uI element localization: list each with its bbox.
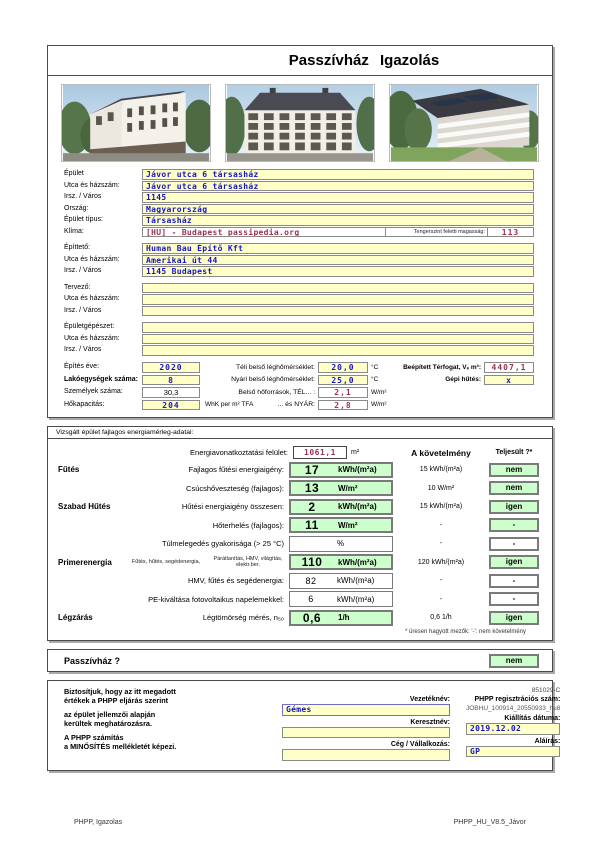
summer-temp-field[interactable]: 25,0 (318, 375, 368, 386)
empty-cell (484, 400, 534, 411)
energy-group-label: Fűtés (58, 465, 80, 474)
hvac-street-field[interactable] (142, 334, 534, 345)
stat-mid-unit: °C (371, 363, 379, 371)
energy-desc: Csúcshőveszteség (fajlagos): (186, 483, 284, 493)
energy-met-box: igen (489, 611, 539, 625)
energy-section-header: Vizsgált épület fajlagos energiamérleg-adatai: (48, 427, 552, 439)
stat-mid-label: ... és NYÁR: (277, 401, 315, 409)
passivehouse-result-box: nem (489, 654, 539, 668)
energy-desc: PE-kiváltása fotovoltaikus napelemekkel: (148, 594, 284, 604)
energy-met-box: igen (489, 555, 539, 569)
passivehouse-question: Passzívház ? (64, 655, 121, 666)
stat-mid-label: Téli belső léghőmérséklet: (236, 363, 315, 371)
certification-statement: Biztosítjuk, hogy az itt megadott értékek a PHPP eljárás szerint az épület jellemzői alapján kerültek meghatározásra. A PHPP számítás a MINŐSÍTÉS mellékletét képezi. (64, 687, 177, 752)
stat-label: Személyek száma: (64, 388, 123, 396)
energy-met-box: - (489, 537, 539, 551)
field-label: Utca és házszám: (64, 295, 120, 303)
energy-group-label: Szabad Hűtés (58, 502, 111, 511)
field-label: Építtető: (64, 244, 91, 252)
field-label: Épületgépészet: (64, 323, 115, 331)
field-label: Klíma: (64, 227, 84, 235)
field-row (48, 204, 552, 215)
field-label: Irsz. / Város (64, 306, 102, 314)
energy-desc: Hűtési energiaigény összesen: (181, 502, 284, 511)
signature-field[interactable]: GP (466, 746, 560, 758)
designer-street-field[interactable] (142, 294, 534, 305)
energy-desc: HMV, fűtés és segédenergia: (187, 576, 284, 585)
stat-suffix: WhK per m² TFA (205, 401, 254, 409)
energy-requirement: 10 W/m² (427, 484, 455, 492)
building-name-field[interactable]: Jávor utca 6 társasház (142, 169, 534, 180)
energy-requirement: 120 kWh/(m²a) (417, 558, 465, 566)
hvac-zip-city-field[interactable] (142, 345, 534, 356)
field-row (48, 322, 552, 333)
field-row (48, 243, 552, 254)
tfa-value-field[interactable]: 1061,1 (293, 446, 347, 459)
energy-requirement: - (439, 521, 443, 529)
tfa-label: Energiavonatkoztatási felület: (190, 448, 288, 457)
field-row (48, 169, 552, 180)
passivehouse-panel (47, 649, 553, 672)
empty-cell (484, 387, 534, 398)
energy-desc: Fajlagos fűtési energiaigény: (188, 465, 284, 474)
energy-row-cooling-demand (58, 499, 539, 515)
energy-panel (47, 426, 553, 642)
winter-temp-field[interactable]: 20,0 (318, 362, 368, 373)
footer-left: PHPP, Igazolas (74, 819, 123, 826)
stat-label: Lakóegységek száma: (64, 375, 138, 383)
energy-row-cooling-load (58, 517, 539, 533)
field-label: Ország: (64, 204, 89, 212)
mechanical-cooling-field[interactable]: x (484, 375, 534, 386)
internal-gains-summer-field[interactable]: 2,8 (318, 400, 368, 411)
surname-label: Vezetéknév: (409, 696, 450, 703)
building-type-field[interactable]: Társasház (142, 215, 534, 226)
energy-desc: Hőterhelés (fajlagos): (212, 520, 284, 530)
field-label: Tervező: (64, 283, 91, 291)
certification-panel (47, 680, 561, 771)
stats-row (48, 374, 552, 386)
energy-met-box: nem (489, 463, 539, 477)
building-photo-left (61, 84, 211, 162)
field-row (48, 181, 552, 192)
energy-requirement: 15 kWh/(m²a) (419, 503, 463, 510)
energy-requirement: - (439, 595, 443, 603)
footer-right: PHPP_HU_V8.5_Jávor (453, 819, 526, 826)
volume-field[interactable]: 4407,1 (484, 362, 534, 373)
company-field[interactable] (282, 749, 450, 761)
stat-mid-label: Nyári belső léghőmérséklet: (231, 376, 315, 384)
designer-zip-city-field[interactable] (142, 306, 534, 317)
field-row (48, 266, 552, 277)
energy-row-pv-offset (58, 591, 539, 607)
energy-value-box: 6 kWh/(m²a) (289, 591, 393, 607)
energy-met-box: - (489, 518, 539, 532)
stat-label: Építés éve: (64, 363, 100, 371)
energy-row-primary-energy (58, 554, 539, 570)
building-data-form (48, 166, 552, 417)
builder-street-field[interactable]: Amerikai út 44 (142, 255, 534, 266)
field-label: Utca és házszám: (64, 255, 120, 263)
field-row (48, 283, 552, 294)
energy-requirement: 0,6 1/h (430, 614, 452, 621)
stat-label: Hőkapacitás: (64, 400, 105, 408)
designer-name-field[interactable] (142, 283, 534, 294)
company-label: Cég / Vállalkozás: (390, 741, 450, 748)
energy-requirement: - (439, 540, 443, 547)
field-row (48, 255, 552, 266)
hvac-name-field[interactable] (142, 322, 534, 333)
stats-row (48, 387, 552, 399)
field-label: Utca és házszám: (64, 334, 120, 342)
energy-row-airtightness (58, 610, 539, 626)
energy-met-box: - (489, 574, 539, 588)
energy-value-box: 17 kWh/(m²a) (289, 462, 393, 478)
energy-value-box: 82 kWh/(m²a) (289, 573, 393, 589)
building-photo-rear (389, 84, 539, 162)
certificate-sheet (47, 45, 561, 779)
field-row (48, 334, 552, 345)
energy-value-box: 0,6 1/h (289, 610, 393, 626)
energy-value-box: % (289, 536, 393, 552)
registration-label: PHPP regisztrációs szám: (474, 696, 561, 703)
surname-field[interactable]: Gémes (282, 704, 450, 716)
energy-requirement: 15 kWh/(m²a) (419, 466, 463, 473)
stat-mid-unit: °C (371, 376, 379, 384)
energy-row-heating-demand (58, 462, 539, 478)
registration-value: JOBHU_100914_20550933_hu8 (466, 705, 561, 712)
field-row (48, 294, 552, 305)
page-title: Passzívház Igazolás (48, 46, 552, 76)
internal-gains-winter-field[interactable]: 2,1 (318, 387, 368, 398)
stat-mid-unit: W/m² (371, 388, 387, 396)
building-street-field[interactable]: Jávor utca 6 társasház (142, 181, 534, 192)
stat-mid-unit: W/m² (371, 401, 387, 409)
building-photos (48, 76, 552, 166)
requirement-header: A követelmény (411, 447, 471, 458)
energy-value-box: 13 W/m² (289, 480, 393, 496)
primary-energy-sublabels: Fűtés, hűtés, segédenergia, Párátlanítás, HMV, világítás, elektr.ber. (131, 555, 283, 568)
page-footer (0, 819, 600, 826)
met-header: Teljesült ?* (495, 449, 533, 456)
signature-label: Aláírás: (534, 737, 561, 745)
energy-desc: Légtömörség mérés, n₅₀ (202, 613, 284, 622)
altitude-value-field[interactable]: 113 (488, 227, 534, 238)
field-label: Irsz. / Város (64, 267, 102, 275)
builder-name-field[interactable]: Human Bau Építő Kft (142, 243, 534, 254)
stat-right-label: Beépített Térfogat, Vₑ m³: (403, 363, 481, 371)
energy-met-box: igen (489, 500, 539, 514)
energy-row-heating-load (58, 480, 539, 496)
energy-footnote: * üresen hagyott mezők: '-': nem követelmény (404, 629, 526, 635)
dwelling-units-field[interactable]: 8 (142, 375, 200, 386)
energy-value-box: 11 W/m² (289, 517, 393, 533)
field-label: Épület (64, 170, 84, 178)
main-panel (47, 45, 553, 418)
stat-right-label: Gépi hűtés: (445, 376, 481, 384)
firstname-label: Keresztnév: (410, 718, 450, 726)
tfa-unit: m² (351, 449, 360, 456)
building-zip-city-field[interactable]: 1145 (142, 192, 534, 203)
field-label: Utca és házszám: (64, 181, 120, 189)
energy-met-box: nem (489, 481, 539, 495)
energy-value-box: 110 kWh/(m²a) (289, 554, 393, 570)
field-label: Épület típus: (64, 216, 103, 224)
energy-row-dhw-heating (58, 573, 539, 589)
climate-row (48, 227, 552, 238)
stats-row (48, 362, 552, 374)
energy-row-overheating (58, 536, 539, 552)
tfa-row (58, 446, 539, 459)
occupants-field[interactable]: 30,3 (142, 387, 200, 398)
construction-year-field[interactable]: 2020 (142, 362, 200, 373)
energy-value-box: 2 kWh/(m²a) (289, 499, 393, 515)
field-row (48, 215, 552, 226)
field-row (48, 306, 552, 317)
energy-group-label: Primerenergia (58, 557, 112, 567)
issue-date-label: Kiállítás dátuma: (504, 715, 561, 722)
builder-zip-city-field[interactable]: 1145 Budapest (142, 266, 534, 277)
stat-mid-label: Belső hőforrások, TÉL... : (238, 388, 315, 396)
stats-row (48, 399, 552, 411)
field-row (48, 192, 552, 203)
certificate-code: 851029-C (531, 687, 561, 694)
field-label: Irsz. / Város (64, 193, 102, 201)
issue-date-field[interactable]: 2019.12.02 (466, 723, 560, 735)
energy-met-box: - (489, 592, 539, 606)
building-photo-front (225, 84, 375, 162)
field-row (48, 345, 552, 356)
firstname-field[interactable] (282, 727, 450, 739)
energy-requirement: - (439, 577, 443, 584)
energy-desc: Túlmelegedés gyakorisága (> 25 °C) (161, 539, 284, 548)
heat-capacity-field[interactable]: 204 (142, 400, 200, 411)
energy-group-label: Légzárás (58, 613, 93, 622)
field-label: Irsz. / Város (64, 346, 102, 354)
altitude-label: Tengerszint feletti magasság: (386, 227, 488, 238)
building-country-field[interactable]: Magyarország (142, 204, 534, 215)
climate-field[interactable]: [HU] - Budapest passipedia.org (142, 227, 386, 238)
